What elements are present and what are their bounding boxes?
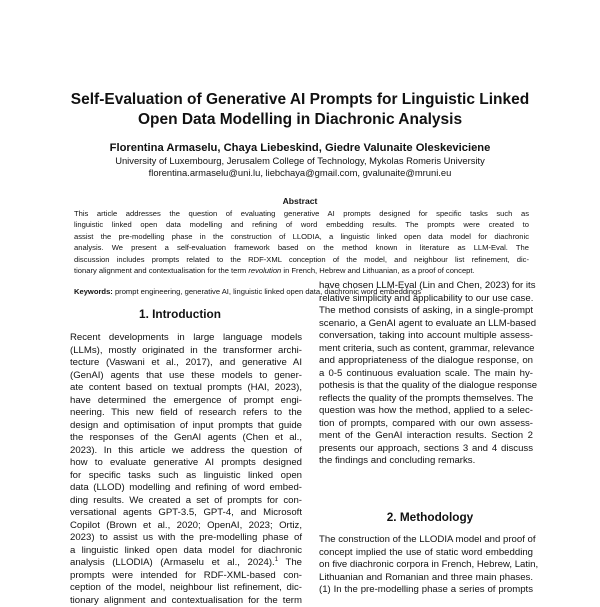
- abstract-text-fragment: tionary alignment and contextualisation for the term: [74, 266, 248, 275]
- text-line: Lithuanian and Romanian and three main phases.: [319, 572, 533, 585]
- methodology-column: [319, 534, 533, 597]
- text-line: scenario, a GenAI agent to evaluate an LLM-based: [319, 318, 533, 331]
- text-line: ate content based on textual prompts (HAI, 2023),: [70, 382, 302, 395]
- introduction-right-column: [319, 280, 533, 468]
- footnote-marker: 1: [275, 557, 278, 563]
- text-line: tecture (Vaswani et al., 2017), and generative AI: [70, 357, 302, 370]
- keywords-text: prompt engineering, generative AI, linguistic linked open data, diachronic word embeddings: [113, 287, 421, 296]
- abstract-line: assist the pre-modelling phase in the construction of LLODIA, a linguistic linked open data model for diachronic: [74, 231, 529, 242]
- text-line: how to evaluate generative AI prompts designed: [70, 457, 302, 470]
- introduction-left-column: [70, 332, 302, 607]
- text-fragment: The: [278, 557, 302, 568]
- text-line: the responses of the GenAI agents (Chen et al.,: [70, 432, 302, 445]
- text-line: concept implied the use of static word embedding: [319, 547, 533, 560]
- text-line: 2023). In this article we address the question of: [70, 445, 302, 458]
- author-emails: florentina.armaselu@uni.lu, liebchaya@gmail.com, gvalunaite@mruni.eu: [40, 167, 560, 179]
- paper-title: [60, 90, 540, 130]
- keywords-label: Keywords:: [74, 287, 113, 296]
- text-line: relative simplicity and applicability to our use case.: [319, 293, 533, 306]
- text-line: pothesis is that the quality of the dialogue response: [319, 380, 533, 393]
- abstract-heading: Abstract: [0, 196, 600, 207]
- text-line: the findings and concluding remarks.: [319, 455, 533, 468]
- text-line: neering. This new field of research refers to the: [70, 407, 302, 420]
- text-line: (1) In the pre-modelling phase a series of prompts: [319, 584, 533, 597]
- section-heading-introduction: 1. Introduction: [70, 307, 290, 321]
- text-line: question was how the method, applied to a selec-: [319, 405, 533, 418]
- text-line: ding results. We created a set of prompts for con-: [70, 495, 302, 508]
- text-line: reflects the quality of the prompts themselves. The: [319, 393, 533, 406]
- text-line: a 0-5 continuous evaluation scale. The main hy-: [319, 368, 533, 381]
- text-line: a linguistic linked open data model for diachronic: [70, 545, 302, 558]
- text-line: and appropriateness of the dialogue response, on: [319, 355, 533, 368]
- text-line: design and optimisation of input prompts that guide: [70, 420, 302, 433]
- text-line: Recent developments in large language models: [70, 332, 302, 345]
- abstract-text-fragment: in French, Hebrew and Lithuanian, as a proof of concept.: [281, 266, 474, 275]
- text-fragment: analysis (LLODIA) (Armaselu et al., 2024).: [70, 557, 275, 568]
- text-line: ment criteria, such as content, grammar, relevance: [319, 343, 533, 356]
- text-line: on five diachronic corpora in French, Hebrew, Latin,: [319, 559, 533, 572]
- abstract-line: [74, 265, 529, 276]
- text-line: 2023) to assist us with the pre-modelling phase of: [70, 532, 302, 545]
- text-line: data (LLOD) modelling and refining of word embed-: [70, 482, 302, 495]
- text-line: conversation, taking into account multiple assess-: [319, 330, 533, 343]
- text-line: (LLMs), mostly originated in the transformer archi-: [70, 345, 302, 358]
- text-line: The method consists of asking, in a single-prompt: [319, 305, 533, 318]
- text-line: have chosen LLM-Eval (Lin and Chen, 2023) for its: [319, 280, 533, 293]
- text-line: prompts were intended for RDF-XML-based con-: [70, 570, 302, 583]
- text-line: ception of the model, neighbour list refinement, dic-: [70, 582, 302, 595]
- text-line: for specific tasks such as linguistic linked open: [70, 470, 302, 483]
- abstract-line: analysis. We present a self-evaluation framework based on the method known in literature as LLM-Eval. The: [74, 242, 529, 253]
- abstract-line: linguistic linked open data modelling and refining of word embedding results. The prompts were created to: [74, 219, 529, 230]
- text-line: (GenAI) agents that use these models to gener-: [70, 370, 302, 383]
- affiliations: University of Luxembourg, Jerusalem College of Technology, Mykolas Romeris University: [40, 155, 560, 167]
- text-line: Copilot (Brown et al., 2020; OpenAI, 2023; Ortiz,: [70, 520, 302, 533]
- text-line: The construction of the LLODIA model and proof of: [319, 534, 533, 547]
- text-line: have determined the emergence of prompt engi-: [70, 395, 302, 408]
- section-heading-methodology: 2. Methodology: [340, 510, 520, 524]
- text-line: tion of prompts, compared with our own assess-: [319, 418, 533, 431]
- abstract-line: discussion includes prompts related to the RDF-XML conception of the model, and neighbour list refinement, dic-: [74, 254, 529, 265]
- authors: Florentina Armaselu, Chaya Liebeskind, Giedre Valunaite Oleskeviciene: [40, 141, 560, 155]
- text-line: versational agents GPT-3.5, GPT-4, and Microsoft: [70, 507, 302, 520]
- text-line: ment of the GenAI interaction results. Section 2: [319, 430, 533, 443]
- abstract-body: [74, 208, 529, 276]
- abstract-line: This article addresses the question of evaluating generative AI prompts designed for specific tasks such as: [74, 208, 529, 219]
- text-line: [70, 557, 302, 570]
- title-line: Open Data Modelling in Diachronic Analysis: [60, 110, 540, 130]
- title-line: Self-Evaluation of Generative AI Prompts for Linguistic Linked: [60, 90, 540, 110]
- text-line: presents our approach, sections 3 and 4 discuss: [319, 443, 533, 456]
- text-line: tionary alignment and contextualisation for the term: [70, 595, 302, 607]
- abstract-italic-term: revolution: [248, 266, 281, 275]
